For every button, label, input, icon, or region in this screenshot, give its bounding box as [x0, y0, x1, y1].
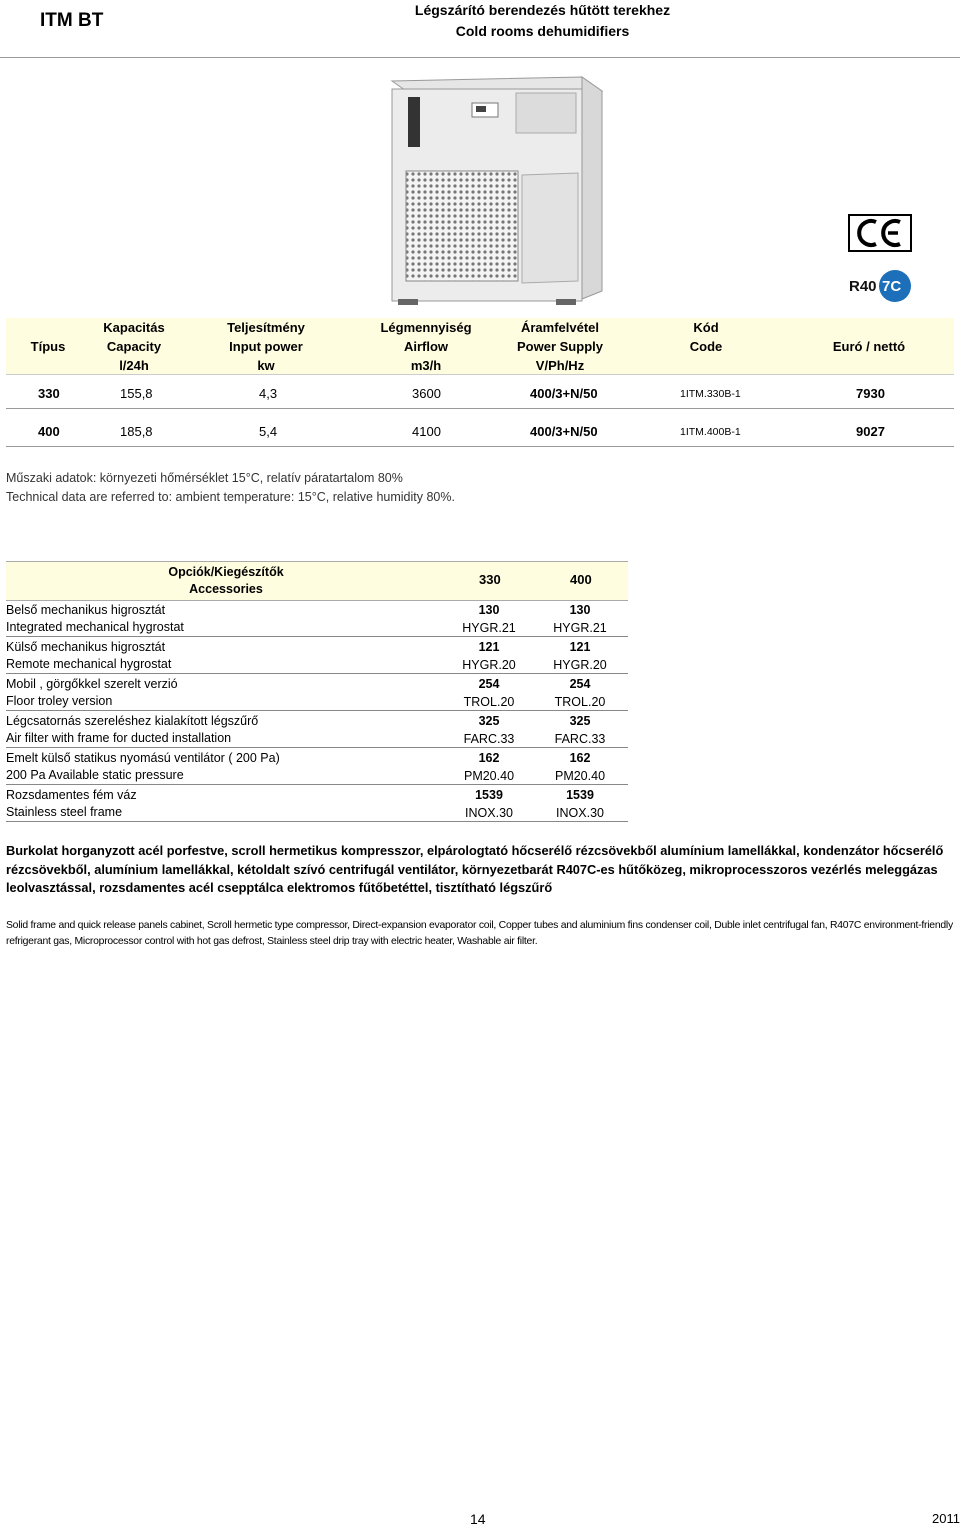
acc-num-330: 130 — [478, 603, 500, 617]
svg-text:7C: 7C — [882, 278, 902, 295]
col-code-hu: Kód — [693, 320, 719, 335]
acc-code-330: INOX.30 — [465, 806, 513, 820]
svg-text:R40: R40 — [849, 278, 877, 295]
acc-num-400: 162 — [569, 751, 591, 765]
ce-mark-logo — [848, 214, 912, 252]
acc-code-400: FARC.33 — [554, 732, 606, 746]
acc-label-hu: Rozsdamentes fém váz — [6, 788, 137, 802]
col-power-en: Input power — [229, 339, 303, 354]
acc-num-400: 121 — [569, 640, 591, 654]
spec-row — [6, 380, 954, 409]
acc-label-en: 200 Pa Available static pressure — [6, 768, 184, 782]
header-divider — [0, 57, 960, 58]
row-capacity: 155,8 — [120, 386, 153, 401]
acc-label-hu: Külső mechanikus higrosztát — [6, 640, 166, 654]
acc-code-400: TROL.20 — [554, 695, 606, 709]
col-airflow-en: Airflow — [403, 339, 449, 354]
col-airflow-hu: Légmennyiség — [380, 320, 472, 335]
description-hu: Burkolat horganyzott acél porfestve, scroll hermetikus kompresszor, elpárologtató hőcserélő rézcsövekből alumínium lamellákkal, kondenzátor hőcserélő rézcsövekből, alumínium lamellákkal, kétoldalt szívó centrifugál ventilátor, környezetbarát R407C-es hűtőközeg, mikroprocesszoros vezérlés meleggázas leolvasztással, rozsdamentes acél csepptálca elektromos fűtőbetéttel, tisztítható légszűrő — [6, 843, 944, 895]
row-code: 1ITM.400B-1 — [680, 426, 741, 438]
row-price: 9027 — [856, 424, 885, 439]
row-input-power: 5,4 — [259, 424, 278, 439]
acc-label-hu: Mobil , görgőkkel szerelt verzió — [6, 677, 178, 691]
accessory-row — [6, 711, 628, 748]
accessories-title — [101, 564, 351, 598]
page-year: 2011 — [932, 1511, 960, 1526]
acc-label-hu: Belső mechanikus higrosztát — [6, 603, 166, 617]
acc-label-hu: Emelt külső statikus nyomású ventilátor ( 200 Pa) — [6, 751, 280, 765]
row-airflow: 4100 — [412, 424, 441, 439]
acc-label-hu: Légcsatornás szereléshez kialakított légszűrő — [6, 714, 259, 728]
row-airflow: 3600 — [412, 386, 441, 401]
col-supply-unit: V/Ph/Hz — [535, 358, 585, 373]
col-capacity-hu: Kapacitás — [103, 320, 165, 335]
accessory-row — [6, 785, 628, 822]
acc-num-330: 1539 — [475, 788, 503, 802]
accessories-title-hu: Opciók/Kiegészítők — [168, 565, 284, 579]
acc-code-400: PM20.40 — [554, 769, 606, 783]
col-supply-hu: Áramfelvétel — [520, 320, 600, 335]
acc-label-en: Floor troley version — [6, 694, 113, 708]
col-code-en: Code — [689, 339, 723, 354]
col-power-hu: Teljesítmény — [227, 320, 305, 335]
col-price: Euró / nettó — [832, 339, 906, 354]
spec-table-header — [6, 318, 954, 375]
spec-row — [6, 418, 954, 447]
accessory-row — [6, 600, 628, 637]
acc-label-en: Remote mechanical hygrostat — [6, 657, 172, 671]
col-type: Típus — [30, 339, 66, 354]
accessory-row — [6, 637, 628, 674]
col-capacity-en: Capacity — [106, 339, 162, 354]
acc-num-330: 325 — [478, 714, 500, 728]
col-capacity-unit: l/24h — [119, 358, 149, 373]
row-price: 7930 — [856, 386, 885, 401]
acc-label-en: Stainless steel frame — [6, 805, 123, 819]
acc-num-400: 325 — [569, 714, 591, 728]
acc-code-330: HYGR.20 — [462, 658, 516, 672]
r407c-logo — [847, 269, 915, 303]
acc-code-400: HYGR.21 — [553, 621, 607, 635]
acc-num-330: 121 — [478, 640, 500, 654]
acc-code-330: TROL.20 — [463, 695, 515, 709]
row-code: 1ITM.330B-1 — [680, 388, 741, 400]
acc-code-330: PM20.40 — [463, 769, 515, 783]
acc-code-330: HYGR.21 — [462, 621, 516, 635]
dehumidifier-product-image — [386, 75, 608, 307]
acc-num-400: 130 — [569, 603, 591, 617]
accessory-row — [6, 674, 628, 711]
col-power-unit: kw — [257, 358, 275, 373]
accessories-header — [6, 561, 628, 601]
acc-num-330: 254 — [478, 677, 500, 691]
col-supply-en: Power Supply — [517, 339, 603, 354]
acc-col-330: 330 — [479, 572, 501, 587]
acc-col-400: 400 — [570, 572, 592, 587]
acc-num-400: 1539 — [566, 788, 594, 802]
tech-note-en: Technical data are referred to: ambient temperature: 15°C, relative humidity 80%. — [6, 490, 455, 504]
row-capacity: 185,8 — [120, 424, 153, 439]
title-en: Cold rooms dehumidifiers — [455, 23, 630, 39]
acc-code-330: FARC.33 — [463, 732, 515, 746]
acc-num-330: 162 — [478, 751, 500, 765]
title-hu: Légszárító berendezés hűtött terekhez — [414, 2, 671, 18]
col-airflow-unit: m3/h — [410, 358, 442, 373]
row-input-power: 4,3 — [259, 386, 278, 401]
tech-note-hu: Műszaki adatok: környezeti hőmérséklet 15°C, relatív páratartalom 80% — [6, 471, 403, 485]
accessories-title-en: Accessories — [189, 582, 263, 596]
row-type: 400 — [38, 424, 60, 439]
accessory-row — [6, 748, 628, 785]
row-power-supply: 400/3+N/50 — [530, 424, 598, 439]
row-type: 330 — [38, 386, 60, 401]
acc-code-400: HYGR.20 — [553, 658, 607, 672]
acc-num-400: 254 — [569, 677, 591, 691]
page-number: 14 — [470, 1511, 486, 1527]
model-title: ITM BT — [40, 10, 104, 31]
acc-label-en: Air filter with frame for ducted installation — [6, 731, 232, 745]
description-en: Solid frame and quick release panels cabinet, Scroll hermetic type compressor, Direct-expansion evaporator coil, Copper tubes and aluminium fins condenser coil, Duble inlet centrifugal fan, R407C environment-friendly refrigerant gas, Microprocessor control with hot gas defrost, Stainless steel drip tray with electric heater, Washable air filter. — [6, 920, 953, 947]
acc-code-400: INOX.30 — [556, 806, 604, 820]
row-power-supply: 400/3+N/50 — [530, 386, 598, 401]
acc-label-en: Integrated mechanical hygrostat — [6, 620, 184, 634]
